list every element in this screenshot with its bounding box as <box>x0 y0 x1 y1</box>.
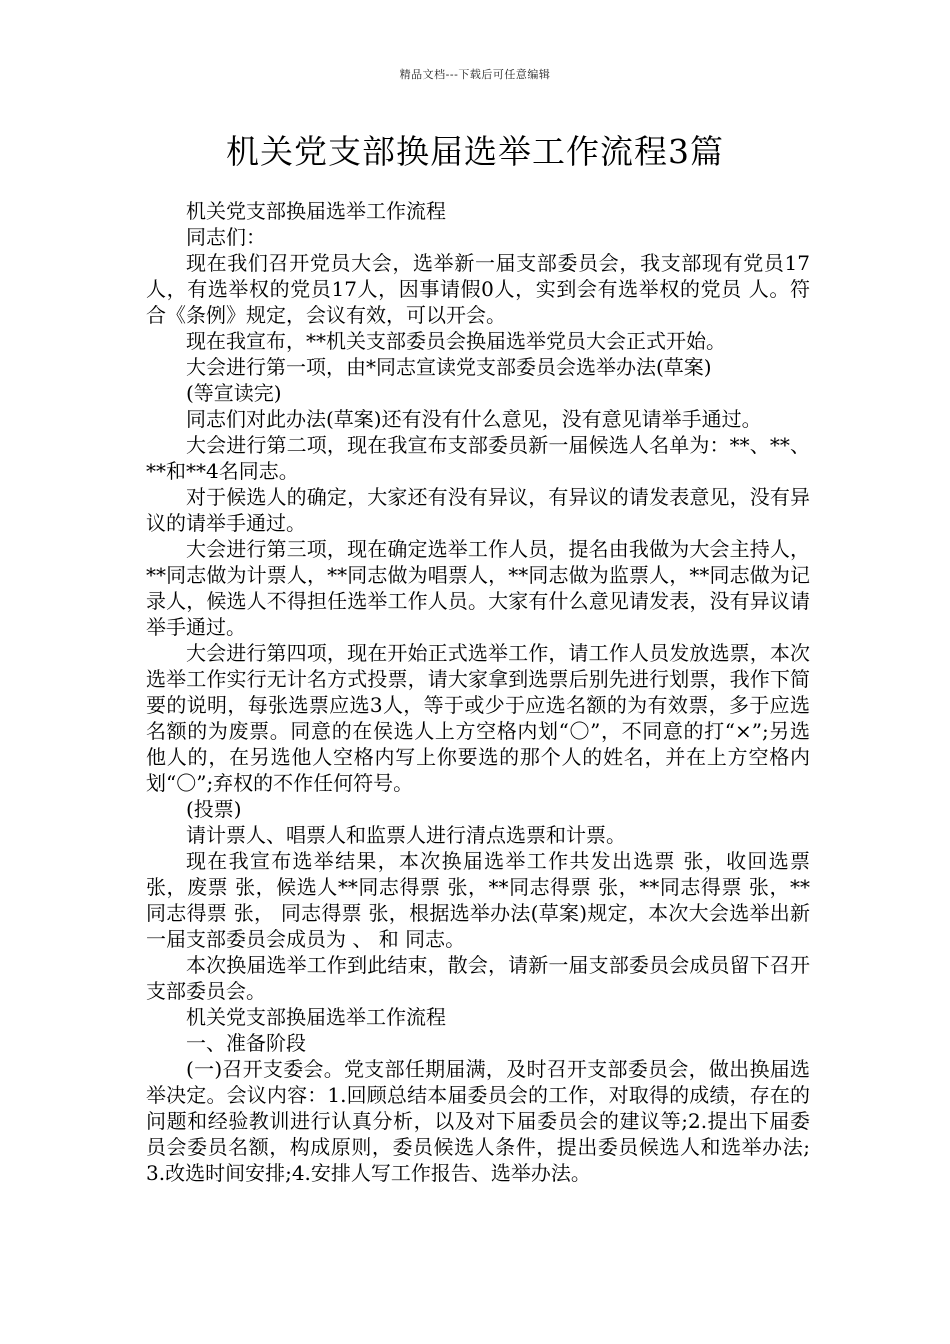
document-body <box>146 198 810 1186</box>
paragraph: 现在我们召开党员大会，选举新一届支部委员会，我支部现有党员17人，有选举权的党员17人，因事请假0人，实到会有选举权的党员 人。符合《条例》规定，会议有效，可以开会。 <box>146 251 810 327</box>
paragraph: 本次换届选举工作到此结束，散会，请新一届支部委员会成员留下召开支部委员会。 <box>146 953 810 1003</box>
paragraph: 同志们对此办法(草案)还有没有什么意见，没有意见请举手通过。 <box>186 407 762 431</box>
paragraph: (等宣读完) <box>186 381 282 405</box>
paragraph: 同志们： <box>186 225 266 249</box>
paragraph: 一、准备阶段 <box>186 1031 306 1055</box>
header-note: 精品文档---下载后可任意编辑 <box>399 68 551 81</box>
paragraph: 对于候选人的确定，大家还有没有异议，有异议的请发表意见，没有异议的请举手通过。 <box>146 485 810 535</box>
paragraph: 请计票人、唱票人和监票人进行清点选票和计票。 <box>186 823 626 847</box>
paragraph: 大会进行第四项，现在开始正式选举工作，请工作人员发放选票，本次选举工作实行无计名方式投票，请大家拿到选票后别先进行划票，我作下简要的说明，每张选票应选3人，等于或少于应选名额的为有效票，多于应选名额的为废票。同意的在侯选人上方空格内划“〇”，不同意的打“×”;另选他人的，在另选他人空格内写上你要选的那个人的姓名，并在上方空格内划“〇”;弃权的不作任何符号。 <box>146 641 810 795</box>
paragraph: (一)召开支委会。党支部任期届满，及时召开支部委员会，做出换届选举决定。会议内容：1.回顾总结本届委员会的工作，对取得的成绩，存在的问题和经验教训进行认真分析，以及对下届委员会的建议等;2.提出下届委员会委员名额，构成原则，委员候选人条件，提出委员候选人和选举办法;3.改选时间安排;4.安排人写工作报告、选举办法。 <box>146 1057 810 1185</box>
paragraph: 机关党支部换届选举工作流程 <box>186 199 446 223</box>
paragraph: 现在我宣布，**机关支部委员会换届选举党员大会正式开始。 <box>186 329 726 353</box>
paragraph: 大会进行第三项，现在确定选举工作人员，提名由我做为大会主持人，**同志做为计票人，**同志做为唱票人，**同志做为监票人，**同志做为记录人，候选人不得担任选举工作人员。大家有什么意见请发表，没有异议请举手通过。 <box>146 537 810 639</box>
paragraph: (投票) <box>186 797 242 821</box>
paragraph: 大会进行第二项，现在我宣布支部委员新一届候选人名单为：**、**、**和**4名同志。 <box>146 433 810 483</box>
paragraph: 现在我宣布选举结果，本次换届选举工作共发出选票 张，收回选票 张，废票 张，候选人**同志得票 张，**同志得票 张，**同志得票 张，**同志得票 张， 同志得票 张，根据选举办法(草案)规定，本次大会选举出新一届支部委员会成员为 、 和 同志。 <box>146 849 810 951</box>
paragraph: 机关党支部换届选举工作流程 <box>186 1005 446 1029</box>
document-title: 机关党支部换届选举工作流程3篇 <box>226 132 724 171</box>
paragraph: 大会进行第一项，由*同志宣读党支部委员会选举办法(草案) <box>186 355 712 379</box>
